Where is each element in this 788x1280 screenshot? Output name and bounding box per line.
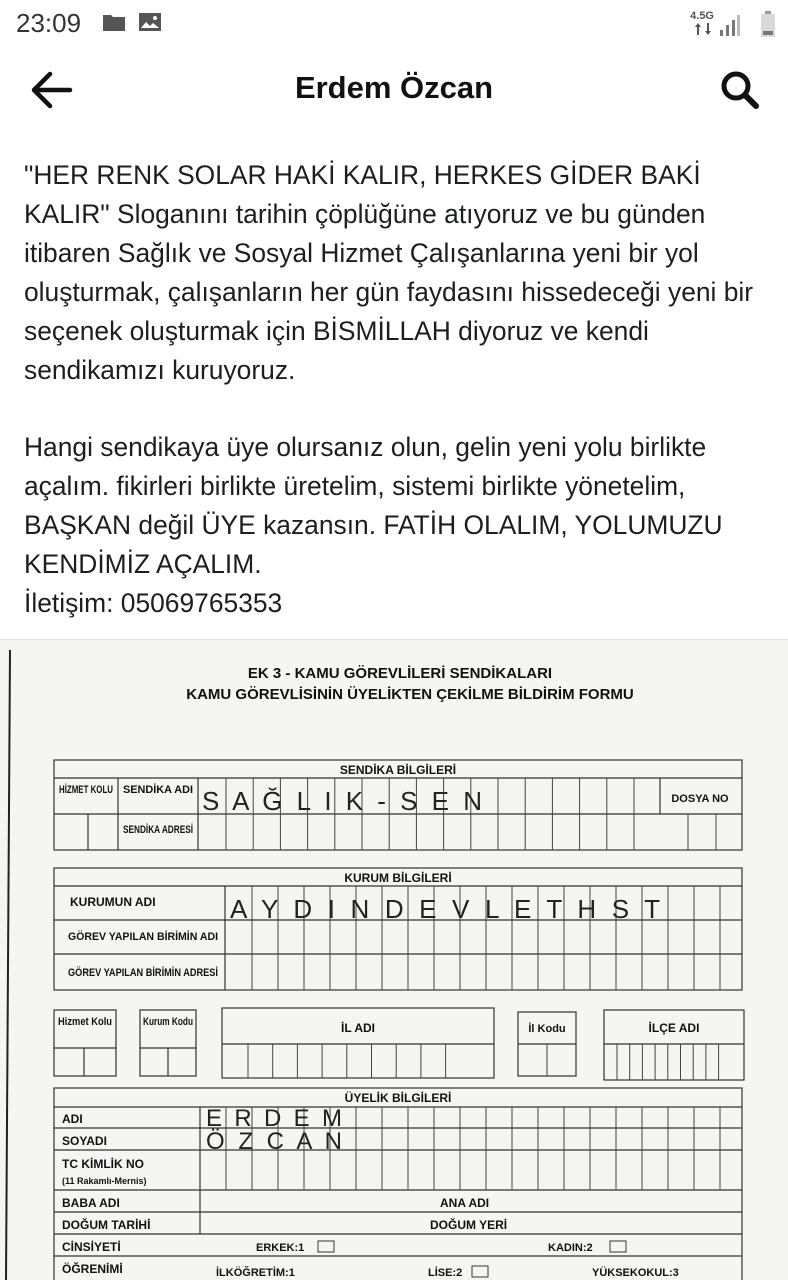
il-adi-label: İL ADI (340, 1021, 376, 1035)
il-kodu-label: İl Kodu (528, 1023, 566, 1035)
soyadi-handwritten: Ö Z C A N (206, 1128, 342, 1155)
gorev-birim-adresi-label: GÖREV YAPILAN BİRİMİN ADRESİ (68, 967, 248, 979)
section-kurum: KURUM BİLGİLERİ (344, 871, 452, 885)
search-icon (718, 68, 762, 112)
gorev-birim-adi-label: GÖREV YAPILAN BİRİMİN ADI (68, 931, 225, 943)
network-label: 4.5G (690, 10, 714, 22)
status-bar (0, 0, 788, 46)
section-sendika: SENDİKA BİLGİLERİ (339, 763, 457, 777)
adi-label: ADI (62, 1112, 83, 1126)
search-button[interactable] (718, 68, 762, 112)
post-contact: İletişim: 05069765353 (24, 588, 283, 618)
adi-handwritten: E R D E M (206, 1105, 342, 1132)
form-title-1: EK 3 - KAMU GÖREVLİLERİ SENDİKALARI (247, 665, 553, 682)
kadin-label: KADIN:2 (548, 1242, 593, 1254)
dogum-tarihi-label: DOĞUM TARİHİ (62, 1218, 151, 1232)
kurum-handwritten: A Y D I N D E V L E T H S T (230, 894, 660, 924)
battery-icon (760, 11, 776, 42)
ilkogretim-label: İLKÖĞRETİM:1 (216, 1267, 295, 1279)
section-uyelik: ÜYELİK BİLGİLERİ (344, 1091, 452, 1105)
cinsiyeti-label: CİNSİYETİ (62, 1240, 121, 1254)
app-bar (0, 56, 788, 126)
soyadi-label: SOYADI (62, 1134, 107, 1148)
status-time: 23:09 (16, 8, 82, 38)
image-icon (138, 12, 162, 37)
dogum-yeri-label: DOĞUM YERİ (430, 1218, 508, 1232)
yuksekokul-label: YÜKSEKOKUL:3 (592, 1267, 679, 1279)
baba-adi-label: BABA ADI (62, 1196, 120, 1210)
post-paragraph-1: "HER RENK SOLAR HAKİ KALIR, HERKES GİDER BAKİ KALIR" Sloganını tarihin çöplüğüne atıyoruz ve bu günden itibaren Sağlık ve Sosyal Hizmet Çalışanlarına yeni bir yol oluşturmak, çalışanların her gün faydasını hissedeceği yeni bir seçenek oluşturmak için BİSMİLLAH diyoruz ve kendi sendikamızı kuruyoruz. (24, 160, 754, 385)
form-image (0, 640, 788, 1280)
folder-icon (102, 12, 126, 37)
sendika-adi-label: SENDİKA ADI (123, 784, 194, 796)
post-paragraph-2: Hangi sendikaya üye olursanız olun, gelin yeni yolu birlikte açalım. fikirleri birlikte üretelim, sistemi birlikte yönetelim, BAŞKAN değil ÜYE kazansın. FATİH OLALIM, YOLUMUZU KENDİMİZ AÇALIM. (24, 432, 723, 579)
sendika-handwritten: S A Ğ L I K - S E N (202, 786, 482, 816)
signal-icon (720, 14, 740, 41)
dosya-no-label: DOSYA NO (671, 793, 729, 805)
kurum-kodu-box-label: Kurum Kodu (143, 1016, 193, 1028)
tc-kimlik-label: TC KİMLİK NO (62, 1157, 144, 1171)
tc-kimlik-sub-label: (11 Rakamlı-Mernis) (62, 1176, 147, 1186)
post-photo[interactable] (0, 639, 788, 1280)
page-title: Erdem Özcan (294, 70, 494, 105)
hizmet-kolu-box-label: Hizmet Kolu (58, 1016, 112, 1028)
sendika-adresi-label: SENDİKA ADRESİ (123, 824, 217, 836)
ana-adi-label: ANA ADI (440, 1196, 490, 1210)
data-arrows-icon (694, 22, 712, 40)
ogrenimi-label: ÖĞRENİMİ (62, 1262, 123, 1276)
kurumun-adi-label: KURUMUN ADI (70, 895, 156, 909)
hizmet-kolu-label: HİZMET KOLU (59, 784, 135, 796)
lise-label: LİSE:2 (428, 1267, 463, 1279)
post-body (24, 156, 764, 623)
form-title-2: KAMU GÖREVLİSİNİN ÜYELİKTEN ÇEKİLME BİLDİRİM FORMU (186, 686, 634, 703)
ilce-adi-label: İLÇE ADI (648, 1021, 700, 1035)
erkek-label: ERKEK:1 (256, 1242, 305, 1254)
